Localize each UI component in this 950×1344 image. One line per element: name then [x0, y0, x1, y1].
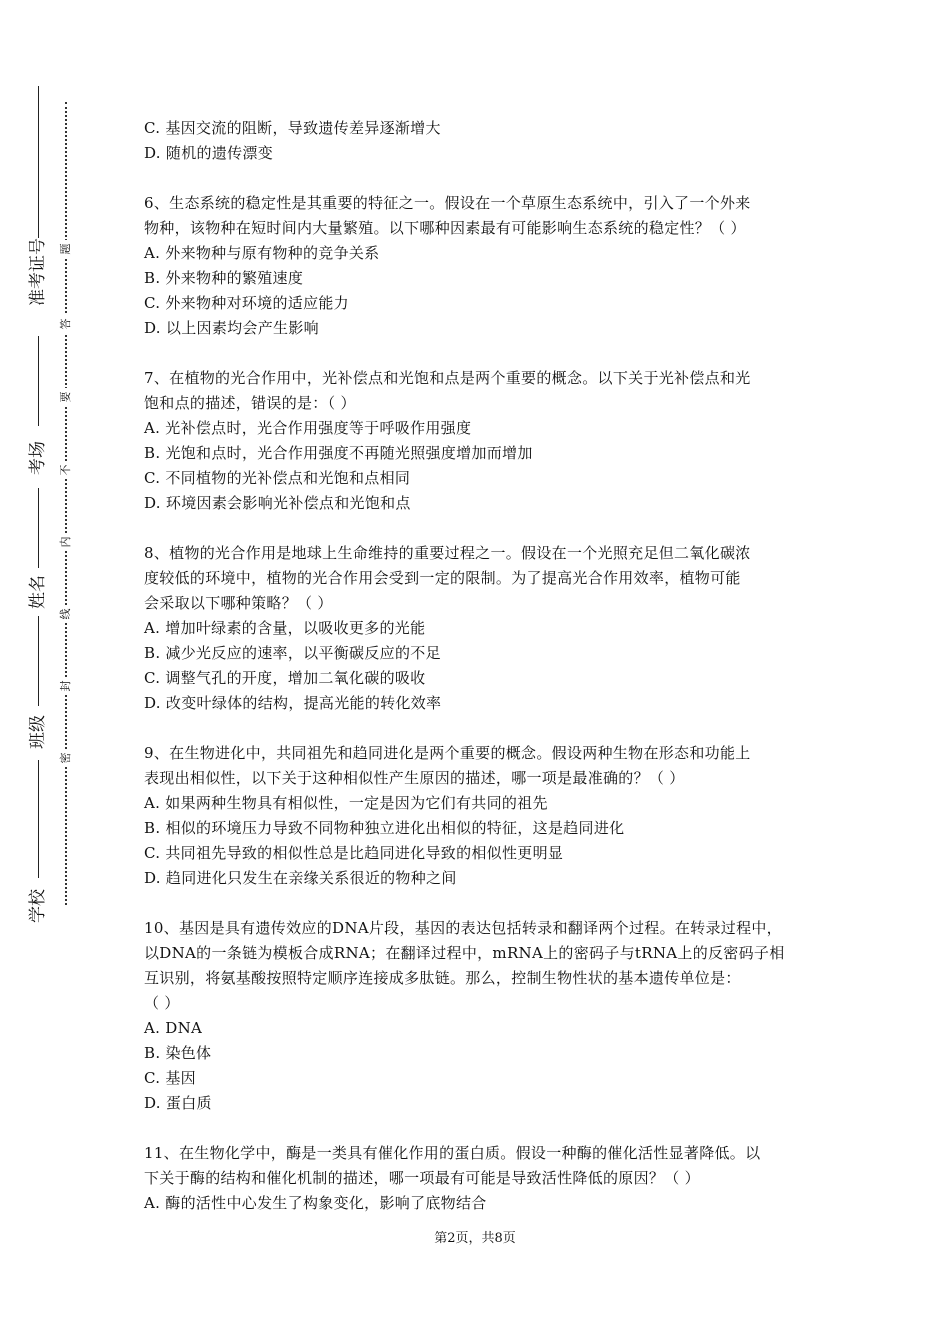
- spacer: [144, 516, 820, 541]
- binding-warning-char: 内: [57, 533, 75, 551]
- spacer: [144, 716, 820, 741]
- question-line: 8、植物的光合作用是地球上生命维持的重要过程之一。假设在一个光照充足但二氧化碳浓: [144, 544, 751, 562]
- option-line: C. 基因: [144, 1069, 196, 1087]
- option-line: B. 外来物种的繁殖速度: [144, 269, 304, 287]
- question-line: 物种，该物种在短时间内大量繁殖。以下哪种因素最有可能影响生态系统的稳定性？（ ）: [144, 219, 746, 237]
- field-label-class: 班级: [28, 715, 48, 749]
- field-label-exam-room: 考场: [28, 441, 48, 475]
- binding-warning-char: 线: [57, 605, 75, 623]
- option-line: A. 如果两种生物具有相似性，一定是因为它们有共同的祖先: [144, 794, 548, 812]
- binding-warning-char: 要: [57, 388, 75, 406]
- option-line: C. 共同祖先导致的相似性总是比趋同进化导致的相似性更明显: [144, 844, 564, 862]
- option-line: D. 趋同进化只发生在亲缘关系很近的物种之间: [144, 869, 457, 887]
- option-line: B. 染色体: [144, 1044, 212, 1062]
- question-line: 10、基因是具有遗传效应的DNA片段，基因的表达包括转录和翻译两个过程。在转录过程中，: [144, 919, 782, 937]
- option-line: D. 改变叶绿体的结构，提高光能的转化效率: [144, 694, 442, 712]
- option-line: B. 相似的环境压力导致不同物种独立进化出相似的特征，这是趋同进化: [144, 819, 625, 837]
- option-line: C. 调整气孔的开度，增加二氧化碳的吸收: [144, 669, 426, 687]
- field-label-exam-id: 准考证号: [28, 238, 48, 306]
- question-line: 以DNA的一条链为模板合成RNA；在翻译过程中，mRNA上的密码子与tRNA上的反密码子相: [144, 944, 785, 962]
- option-line: D. 以上因素均会产生影响: [144, 319, 319, 337]
- question-line: 表现出相似性，以下关于这种相似性产生原因的描述，哪一项是最准确的？（ ）: [144, 769, 685, 787]
- binding-line-segment: [38, 488, 39, 568]
- question-line: 度较低的环境中，植物的光合作用会受到一定的限制。为了提高光合作用效率，植物可能: [144, 569, 741, 587]
- binding-line-segment: [38, 336, 39, 426]
- question-line: 6、生态系统的稳定性是其重要的特征之一。假设在一个草原生态系统中，引入了一个外来: [144, 194, 751, 212]
- field-label-name: 姓名: [28, 575, 48, 609]
- spacer: [144, 166, 820, 191]
- question-line: 下关于酶的结构和催化机制的描述，哪一项最有可能是导致活性降低的原因？（ ）: [144, 1169, 700, 1187]
- option-line: C. 外来物种对环境的适应能力: [144, 294, 349, 312]
- binding-warning-char: 密: [57, 749, 75, 767]
- option-line: B. 光饱和点时，光合作用强度不再随光照强度增加而增加: [144, 444, 533, 462]
- page-footer: 第2页，共8页: [434, 1231, 516, 1246]
- field-label-school: 学校: [28, 889, 48, 923]
- binding-warning-char: 题: [57, 240, 75, 258]
- spacer: [144, 1116, 820, 1141]
- binding-line-segment: [38, 86, 39, 238]
- spacer: [144, 891, 820, 916]
- question-line: （ ）: [144, 994, 180, 1012]
- question-content: [144, 116, 820, 1216]
- question-line: 7、在植物的光合作用中，光补偿点和光饱和点是两个重要的概念。以下关于光补偿点和光: [144, 369, 751, 387]
- binding-line-segment: [38, 760, 39, 878]
- question-line: 9、在生物进化中，共同祖先和趋同进化是两个重要的概念。假设两种生物在形态和功能上: [144, 744, 751, 762]
- spacer: [144, 341, 820, 366]
- option-line: A. 光补偿点时，光合作用强度等于呼吸作用强度: [144, 419, 472, 437]
- option-line: A. 外来物种与原有物种的竞争关系: [144, 244, 380, 262]
- option-line: D. 蛋白质: [144, 1094, 212, 1112]
- option-line: C. 不同植物的光补偿点和光饱和点相同: [144, 469, 411, 487]
- binding-warning-char: 封: [57, 677, 75, 695]
- option-line: D. 环境因素会影响光补偿点和光饱和点: [144, 494, 411, 512]
- binding-warning-char: 不: [57, 461, 75, 479]
- binding-warning-char: 答: [57, 315, 75, 333]
- option-line: D. 随机的遗传漂变: [144, 144, 274, 162]
- question-line: 饱和点的描述，错误的是：（ ）: [144, 394, 356, 412]
- option-line: A. DNA: [144, 1019, 203, 1037]
- option-line: B. 减少光反应的速率，以平衡碳反应的不足: [144, 644, 441, 662]
- binding-dotted-line: [65, 102, 67, 905]
- question-line: 互识别，将氨基酸按照特定顺序连接成多肽链。那么，控制生物性状的基本遗传单位是：: [144, 969, 741, 987]
- option-line: A. 增加叶绿素的含量，以吸收更多的光能: [144, 619, 426, 637]
- option-line: C. 基因交流的阻断，导致遗传差异逐渐增大: [144, 119, 441, 137]
- question-line: 11、在生物化学中，酶是一类具有催化作用的蛋白质。假设一种酶的催化活性显著降低。以: [144, 1144, 761, 1162]
- binding-line-segment: [38, 616, 39, 706]
- question-line: 会采取以下哪种策略？（ ）: [144, 594, 333, 612]
- option-line: A. 酶的活性中心发生了构象变化，影响了底物结合: [144, 1194, 487, 1212]
